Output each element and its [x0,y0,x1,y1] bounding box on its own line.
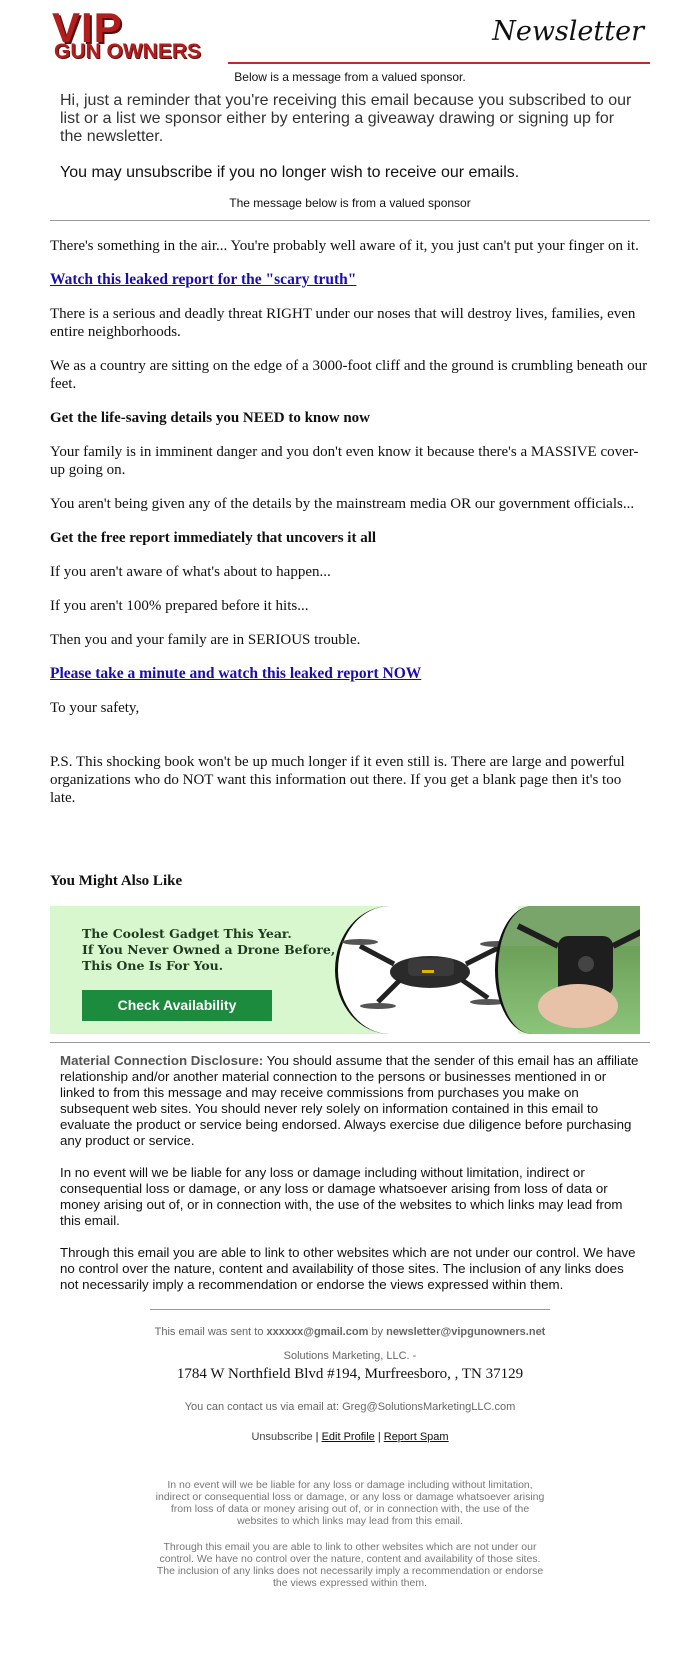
sender-email: newsletter@vipgunowners.net [386,1326,546,1338]
unsubscribe-note: You may unsubscribe if you no longer wish to receive our emails. [60,164,520,181]
you-might-also-like-heading: You Might Also Like [50,873,183,889]
report-spam-link[interactable]: Report Spam [383,1431,449,1443]
footer-liability-text: In no event will we be liable for any loss or damage including without limitation, indirect or consequential loss or damage, or any loss or damage whatsoever arising from loss of data or money arising out of, or in connection with, the use of the websites to which links may lead from this email. [155,1479,545,1527]
body-paragraph: If you aren't aware of what's about to happen... [50,564,331,580]
logo-gun-owners-text: GUN OWNERS [54,40,201,63]
sent-by: by [368,1326,387,1338]
header-divider [228,62,650,64]
leaked-report-link[interactable]: Watch this leaked report for the "scary truth" [50,271,357,288]
unsubscribe-link[interactable]: Unsubscribe [251,1431,313,1443]
footer [50,1326,650,1589]
body-paragraph: Your family is in imminent danger and you don't even know it because there's a MASSIVE cover-up going on. [50,444,639,478]
drone-image [335,906,518,1034]
subscription-reminder: Hi, just a reminder that you're receiving this email because you subscribed to our list or a list we sponsor either by entering a giveaway drawing or signing up for the newsletter. [60,92,632,145]
sponsor-notice-top: Below is a message from a valued sponsor. [234,70,466,84]
drone-icon [338,906,518,1034]
body-paragraph: If you aren't 100% prepared before it hits... [50,598,309,614]
postscript: P.S. This shocking book won't be up much longer if it even still is. There are large and powerful organizations who do NOT want this information out there. If you get a blank page then it's too late. [50,754,625,806]
drone-ad-banner[interactable] [50,906,640,1034]
ad-line: The Coolest Gadget This Year. [82,926,292,941]
ad-headline [82,926,335,974]
check-availability-button[interactable]: Check Availability [82,990,272,1021]
link-separator: | [374,1431,384,1443]
disclosure-section [60,1053,640,1293]
recipient-email: xxxxxx@gmail.com [266,1326,369,1338]
body-paragraph: Then you and your family are in SERIOUS trouble. [50,632,361,648]
logo-vip-text: VIP [52,4,123,51]
signoff: To your safety, [50,700,140,716]
edit-profile-link[interactable]: Edit Profile [321,1431,375,1443]
body-paragraph: We as a country are sitting on the edge of a 3000-foot cliff and the ground is crumbling beneath our feet. [50,358,648,392]
company-name: Solutions Marketing, LLC. - [283,1350,417,1362]
body-heading: Get the life-saving details you NEED to know now [50,410,371,426]
body-paragraph: There's something in the air... You're probably well aware of it, you just can't put your finger on it. [50,238,639,254]
contact-line: You can contact us via email at: Greg@SolutionsMarketingLLC.com [184,1401,516,1413]
body-paragraph: You aren't being given any of the details by the mainstream media OR our government officials... [50,496,635,512]
email-container [50,0,650,1589]
sent-prefix: This email was sent to [154,1326,267,1338]
sent-to-line [50,1326,650,1338]
link-separator: | [312,1431,322,1443]
ad-line: This One Is For You. [82,958,224,973]
mailing-address: 1784 W Northfield Blvd #194, Murfreesboro, , TN 37129 [176,1366,524,1382]
external-links-text: Through this email you are able to link to other websites which are not under our control. We have no control over the nature, content and availability of those sites. The inclusion of any links does not necessarily imply a recommendation or endorse the views expressed within them. [60,1245,636,1292]
sponsor-notice-middle: The message below is from a valued sponsor [229,196,471,210]
disclosure-text: You should assume that the sender of this email has an affiliate relationship and/or another material connection to the persons or businesses mentioned in or linked to from this message and may receive commissions from purchases you make on subsequent web sites. You should never rely solely on information contained in this email to evaluate the product or service being endorsed. Always exercise due diligence before purchasing any product or service. [60,1053,639,1148]
liability-text: In no event will we be liable for any loss or damage including without limitation, indirect or consequential loss or damage, or any loss or damage whatsoever arising from loss of data or money arising out of, or in connection with, the use of the websites to which links may lead from this email. [60,1165,623,1228]
message-body [50,237,650,807]
divider [50,220,650,221]
body-heading: Get the free report immediately that uncovers it all [50,530,377,546]
drone-in-hand-photo [495,906,640,1034]
hand-drone-icon [498,906,640,1034]
body-paragraph: There is a serious and deadly threat RIGHT under our noses that will destroy lives, families, even entire neighborhoods. [50,306,636,340]
ad-line: If You Never Owned a Drone Before, [82,942,336,957]
header [50,0,650,66]
newsletter-title: Newsletter [492,16,644,47]
divider [50,1042,650,1043]
footer-divider [150,1309,550,1310]
disclosure-label: Material Connection Disclosure: [60,1053,264,1068]
footer-links [50,1431,650,1443]
watch-report-link[interactable]: Please take a minute and watch this leaked report NOW [50,665,422,682]
footer-external-links-text: Through this email you are able to link to other websites which are not under our control. We have no control over the nature, content and availability of those sites. The inclusion of any links does not necessarily imply a recommendation or endorse the views expressed within them. [156,1541,544,1589]
logo [52,4,222,64]
